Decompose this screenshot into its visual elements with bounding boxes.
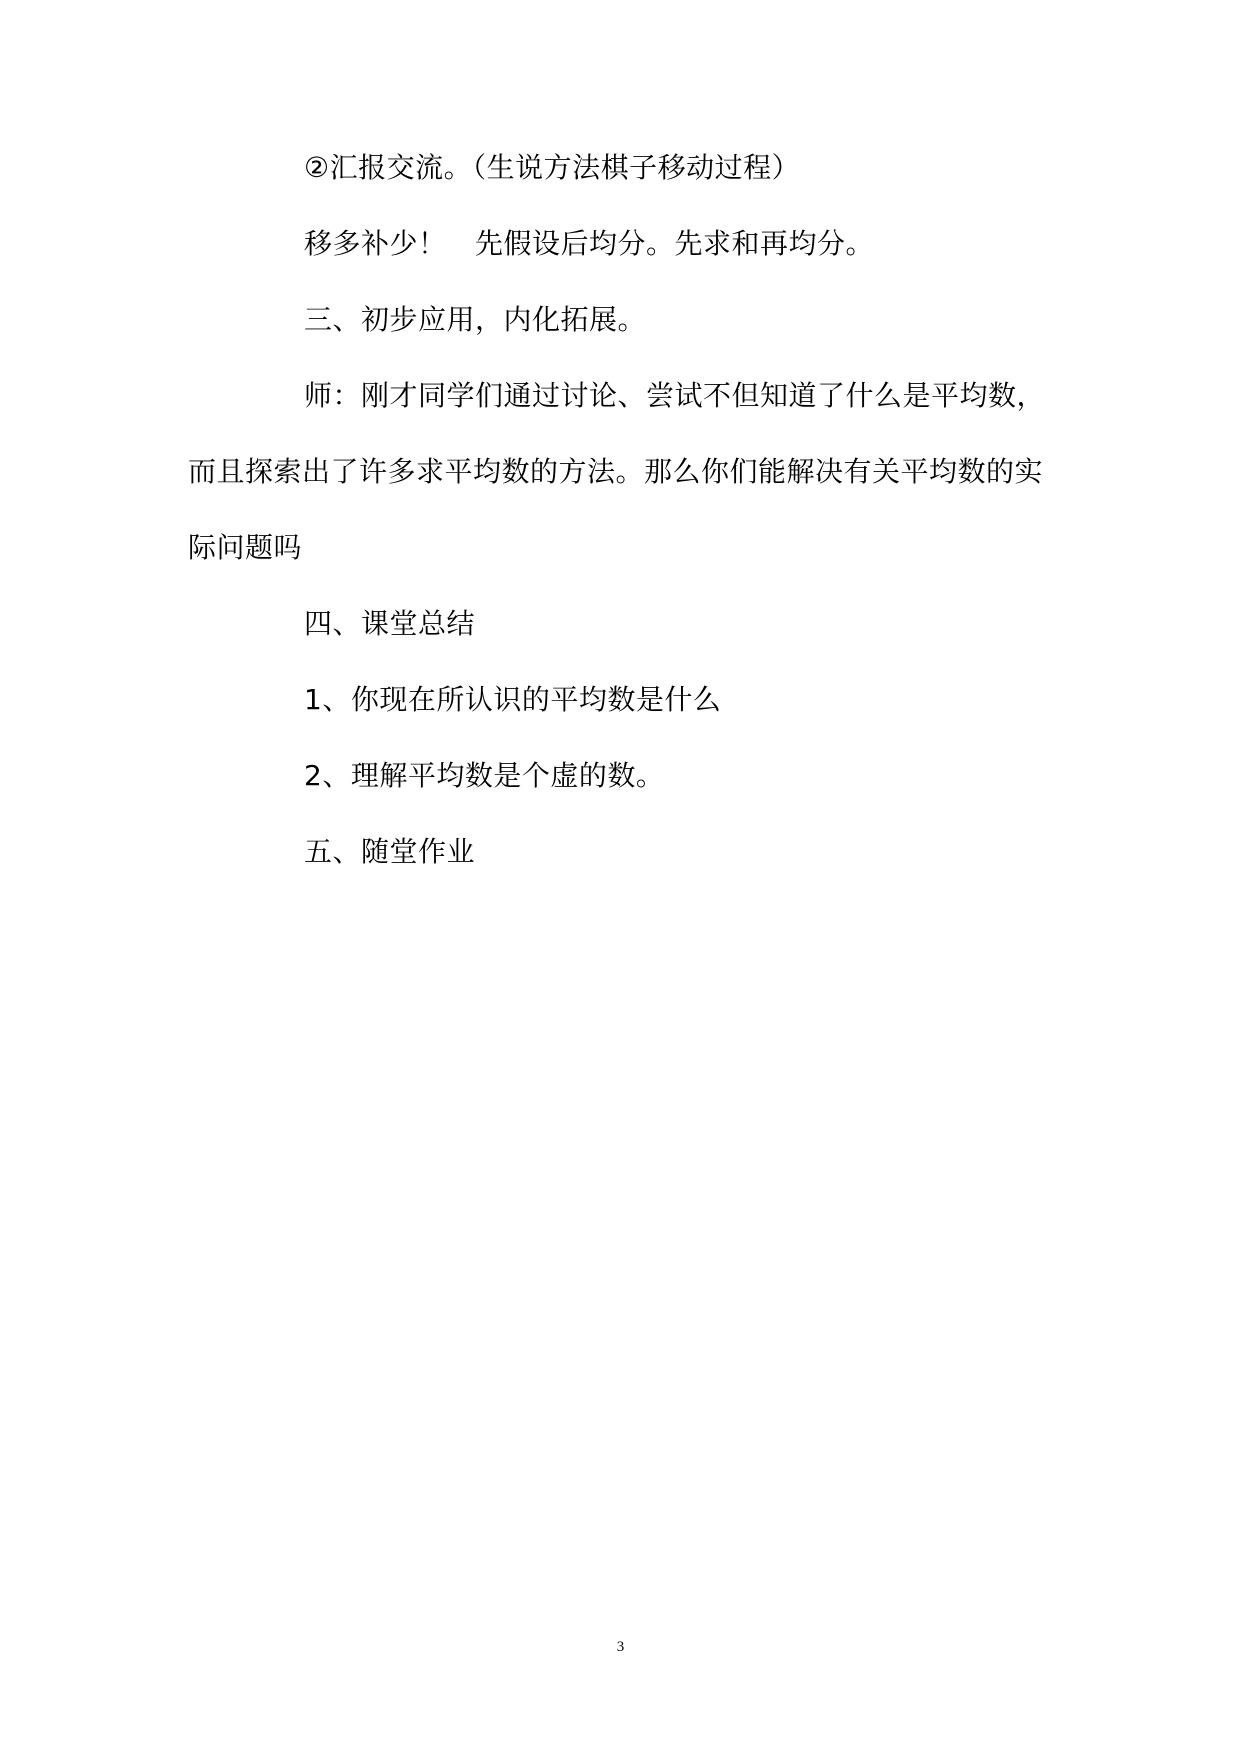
section-heading-4: 四、课堂总结 <box>304 607 476 640</box>
paragraph-report-exchange: ②汇报交流。（生说方法棋子移动过程） <box>304 151 801 184</box>
page-number: 3 <box>616 1639 625 1655</box>
section-heading-3: 三、初步应用，内化拓展。 <box>304 303 647 336</box>
summary-item-2: 2、理解平均数是个虚的数。 <box>304 759 665 792</box>
paragraph-teacher-line-2: 而且探索出了许多求平均数的方法。那么你们能解决有关平均数的实 <box>188 455 1044 488</box>
paragraph-teacher-line-1: 师：刚才同学们通过讨论、尝试不但知道了什么是平均数， <box>304 379 1046 412</box>
summary-item-1: 1、你现在所认识的平均数是什么 <box>304 683 722 716</box>
paragraph-methods: 移多补少！ 先假设后均分。先求和再均分。 <box>304 227 875 260</box>
paragraph-teacher-line-3: 际问题吗 <box>188 531 303 564</box>
section-heading-5: 五、随堂作业 <box>304 835 476 868</box>
